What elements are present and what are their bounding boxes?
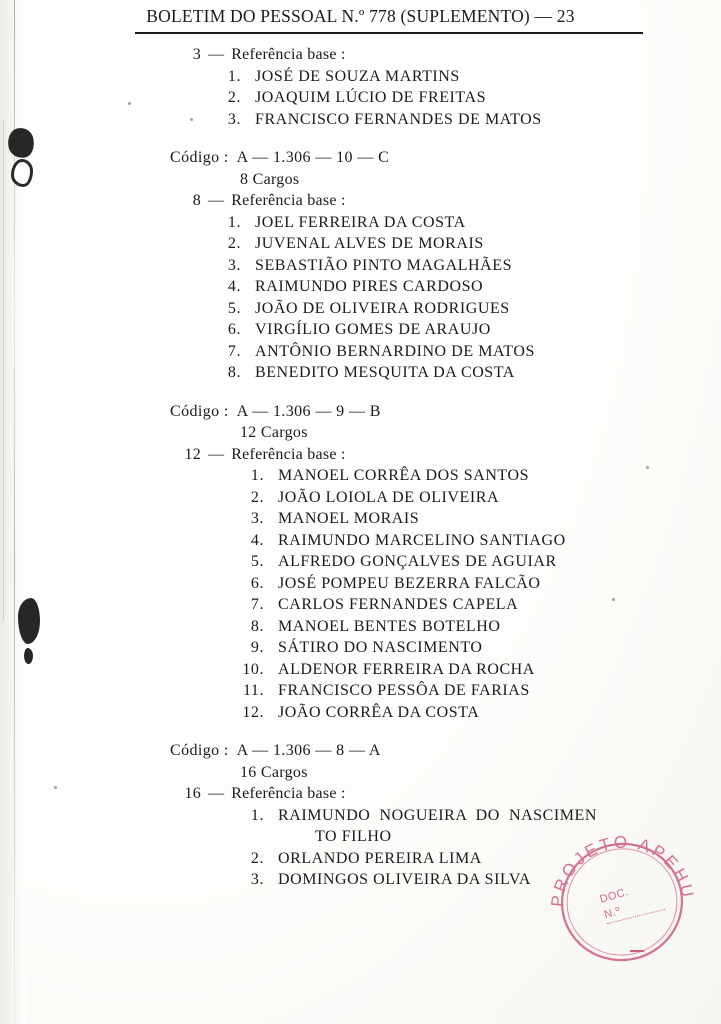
list-item-name: DOMINGOS OLIVEIRA DA SILVA [278, 871, 531, 888]
list-item [0, 805, 721, 827]
stamp-doc-label: DOC. [598, 886, 631, 906]
list-item-name: FRANCISCO FERNANDES DE MATOS [255, 110, 542, 128]
list-item-index: 3. [227, 110, 241, 128]
list-item-index: 5. [227, 299, 241, 317]
spacer [0, 130, 721, 147]
reference-base-label: Referência base : [231, 445, 346, 463]
reference-base-heading [0, 190, 721, 212]
reference-base-heading [0, 444, 721, 466]
list-item [0, 109, 721, 131]
svg-text:PROJETO APEHU: PROJETO APEHU [547, 832, 698, 908]
codigo-line: Código : A — 1.306 — 8 — A [170, 742, 381, 759]
list-item-index: 8. [250, 617, 264, 635]
list-item-name: ORLANDO PEREIRA LIMA [278, 849, 482, 867]
list-item-name: FRANCISCO PESSÔA DE FARIAS [278, 682, 530, 699]
list-item-name: ANTÔNIO BERNARDINO DE MATOS [255, 342, 535, 360]
list-item-index: 7. [250, 596, 264, 613]
reference-base-label: Referência base : [231, 192, 346, 209]
list-item-name: SEBASTIÃO PINTO MAGALHÃES [255, 256, 513, 274]
stamp-tick-mark [630, 950, 644, 952]
reference-base-number: 8 [192, 192, 201, 209]
list-item-index: 5. [250, 553, 264, 570]
list-item-index: 8. [227, 364, 241, 381]
stamp-number-label: N.º [602, 905, 623, 922]
reference-base-number: 12 [184, 445, 201, 463]
list-item [0, 659, 721, 681]
list-item [0, 319, 721, 341]
list-item [0, 87, 721, 109]
list-item-index: 6. [227, 321, 241, 338]
list-item-name: ALDENOR FERREIRA DA ROCHA [278, 660, 535, 678]
list-item [0, 212, 721, 234]
list-item-index: 4. [250, 531, 264, 549]
list-item-index: 6. [250, 574, 264, 592]
dash: — [208, 46, 225, 63]
list-item [0, 487, 721, 509]
codigo-line: Código : A — 1.306 — 9 — B [170, 402, 381, 420]
list-item-name: JOSÉ DE SOUZA MARTINS [255, 67, 460, 85]
list-item [0, 702, 721, 724]
spacer [0, 723, 721, 740]
list-item-index: 3. [250, 510, 264, 527]
list-item-name: SÁTIRO DO NASCIMENTO [278, 639, 483, 656]
list-item-name: JOÃO LOIOLA DE OLIVEIRA [278, 488, 500, 506]
list-section [0, 147, 721, 384]
list-section [0, 740, 721, 891]
list-item-name: MANOEL CORRÊA DOS SANTOS [278, 467, 530, 484]
list-item-name: VIRGÍLIO GOMES DE ARAUJO [255, 321, 491, 338]
list-item-index: 12. [242, 703, 264, 721]
dash: — [208, 445, 225, 463]
list-item [0, 616, 721, 638]
list-item-index: 4. [227, 278, 241, 295]
list-item-name: MANOEL MORAIS [278, 510, 420, 527]
list-section [0, 44, 721, 130]
list-item [0, 233, 721, 255]
list-item [0, 573, 721, 595]
list-item-index: 1. [227, 67, 241, 85]
dash: — [208, 192, 225, 209]
reference-base-number: 16 [184, 785, 201, 802]
list-item [0, 594, 721, 616]
reference-base-number: 3 [192, 46, 201, 63]
cargos-line: 16 Cargos [240, 763, 308, 781]
list-item-index: 3. [250, 871, 264, 888]
dash: — [208, 785, 225, 802]
list-item [0, 341, 721, 363]
list-item [0, 465, 721, 487]
list-item-name: RAIMUNDO NOGUEIRA DO NASCIMEN [278, 806, 597, 824]
list-item [0, 362, 721, 384]
list-item [0, 255, 721, 277]
list-item-index: 3. [227, 256, 241, 274]
list-item-name: JUVENAL ALVES DE MORAIS [255, 235, 484, 252]
reference-base-heading [0, 44, 721, 66]
document-body [0, 44, 721, 891]
stamp-dotted-line [607, 909, 665, 924]
reference-base-heading [0, 783, 721, 805]
list-item-name: JOAQUIM LÚCIO DE FREITAS [255, 89, 487, 106]
list-item-index: 2. [227, 235, 241, 252]
page-header [0, 6, 721, 27]
list-item [0, 848, 721, 870]
list-item [0, 680, 721, 702]
list-item [0, 551, 721, 573]
list-item-index: 2. [250, 488, 264, 506]
list-item-name: JOSÉ POMPEU BEZERRA FALCÃO [278, 574, 541, 592]
cargos-line: 12 Cargos [240, 424, 308, 441]
page-title: BOLETIM DO PESSOAL N.º 778 (SUPLEMENTO) — 23 [146, 6, 575, 26]
list-item-index: 1. [250, 467, 264, 484]
cargos-line: 8 Cargos [240, 170, 300, 188]
list-item-name: JOEL FERREIRA DA COSTA [255, 213, 466, 231]
list-item-index: 1. [250, 806, 264, 824]
list-item-continuation: TO FILHO [315, 828, 392, 845]
list-item-index: 2. [250, 849, 264, 867]
list-item [0, 637, 721, 659]
reference-base-label: Referência base : [231, 785, 346, 802]
list-item-index: 11. [242, 682, 264, 699]
list-item [0, 530, 721, 552]
list-item-index: 2. [227, 89, 241, 106]
list-item-name: ALFREDO GONÇALVES DE AGUIAR [278, 553, 557, 570]
list-item-name: JOÃO CORRÊA DA COSTA [278, 703, 480, 721]
list-item-name: BENEDITO MESQUITA DA COSTA [255, 364, 515, 381]
list-item [0, 869, 721, 891]
list-item-index: 1. [227, 213, 241, 231]
list-item-index: 7. [227, 342, 241, 360]
list-item [0, 508, 721, 530]
list-item-index: 10. [242, 660, 264, 678]
codigo-line: Código : A — 1.306 — 10 — C [170, 149, 390, 166]
reference-base-label: Referência base : [231, 46, 346, 63]
list-item-index: 9. [250, 639, 264, 656]
list-item-name: MANOEL BENTES BOTELHO [278, 617, 501, 635]
spacer [0, 384, 721, 401]
list-item [0, 66, 721, 88]
list-item-name: RAIMUNDO PIRES CARDOSO [255, 278, 484, 295]
list-item-name: RAIMUNDO MARCELINO SANTIAGO [278, 531, 566, 549]
list-item [0, 298, 721, 320]
list-item-name: CARLOS FERNANDES CAPELA [278, 596, 519, 613]
list-section [0, 401, 721, 724]
list-item [0, 276, 721, 298]
list-item-name: JOÃO DE OLIVEIRA RODRIGUES [255, 299, 510, 317]
header-rule [135, 32, 643, 34]
